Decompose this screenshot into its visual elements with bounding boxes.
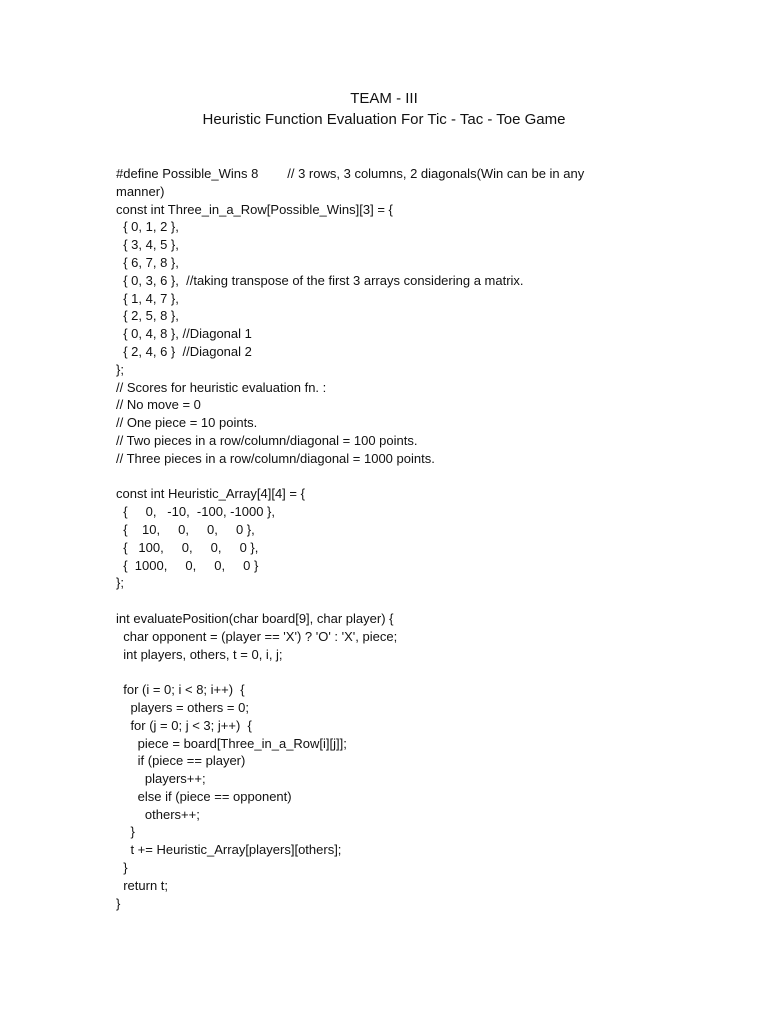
code-line: { 0, 3, 6 }, //taking transpose of the first 3 arrays considering a matrix. (116, 272, 524, 288)
document-subtitle: Heuristic Function Evaluation For Tic - Tac - Toe Game (202, 111, 566, 128)
code-line: else if (piece == opponent) (116, 788, 292, 804)
code-line: int evaluatePosition(char board[9], char player) { (116, 610, 394, 626)
code-line: players = others = 0; (116, 699, 249, 715)
code-block (116, 165, 636, 912)
code-line: const int Heuristic_Array[4][4] = { (116, 486, 305, 502)
code-line: } (116, 860, 128, 876)
code-line: { 1000, 0, 0, 0 } (116, 557, 259, 573)
code-line: { 0, -10, -100, -1000 }, (116, 504, 275, 520)
document-title: TEAM - III (350, 90, 418, 107)
code-line: manner) (116, 183, 165, 199)
code-line: } (116, 824, 135, 840)
code-line (116, 663, 636, 681)
code-line: }; (116, 361, 124, 377)
code-line (116, 592, 636, 610)
code-line: const int Three_in_a_Row[Possible_Wins][3] = { (116, 201, 393, 217)
code-line: // No move = 0 (116, 397, 201, 413)
code-line: others++; (116, 806, 200, 822)
code-line (116, 468, 636, 486)
code-line: { 6, 7, 8 }, (116, 254, 179, 270)
code-line: piece = board[Three_in_a_Row[i][j]]; (116, 735, 347, 751)
code-line: // Two pieces in a row/column/diagonal = 100 points. (116, 432, 418, 448)
code-line: if (piece == player) (116, 753, 246, 769)
code-line: // Three pieces in a row/column/diagonal = 1000 points. (116, 450, 435, 466)
code-line: } (116, 895, 121, 911)
code-line: for (i = 0; i < 8; i++) { (116, 682, 245, 698)
code-line: char opponent = (player == 'X') ? 'O' : 'X', piece; (116, 628, 398, 644)
code-line: { 2, 5, 8 }, (116, 308, 179, 324)
code-line: return t; (116, 877, 169, 893)
code-line: { 100, 0, 0, 0 }, (116, 539, 259, 555)
code-line: #define Possible_Wins 8 // 3 rows, 3 columns, 2 diagonals(Win can be in any (116, 166, 585, 181)
code-line: { 10, 0, 0, 0 }, (116, 521, 255, 537)
code-line: { 1, 4, 7 }, (116, 290, 179, 306)
code-line: { 2, 4, 6 } //Diagonal 2 (116, 343, 252, 359)
code-line: int players, others, t = 0, i, j; (116, 646, 283, 662)
code-line: { 0, 4, 8 }, //Diagonal 1 (116, 326, 252, 342)
code-line: t += Heuristic_Array[players][others]; (116, 842, 342, 858)
code-line: { 0, 1, 2 }, (116, 219, 179, 235)
code-line: { 3, 4, 5 }, (116, 237, 179, 253)
code-line: // Scores for heuristic evaluation fn. : (116, 379, 327, 395)
code-line: for (j = 0; j < 3; j++) { (116, 717, 252, 733)
code-line: }; (116, 575, 124, 591)
code-line: // One piece = 10 points. (116, 415, 258, 431)
code-line: players++; (116, 771, 206, 787)
